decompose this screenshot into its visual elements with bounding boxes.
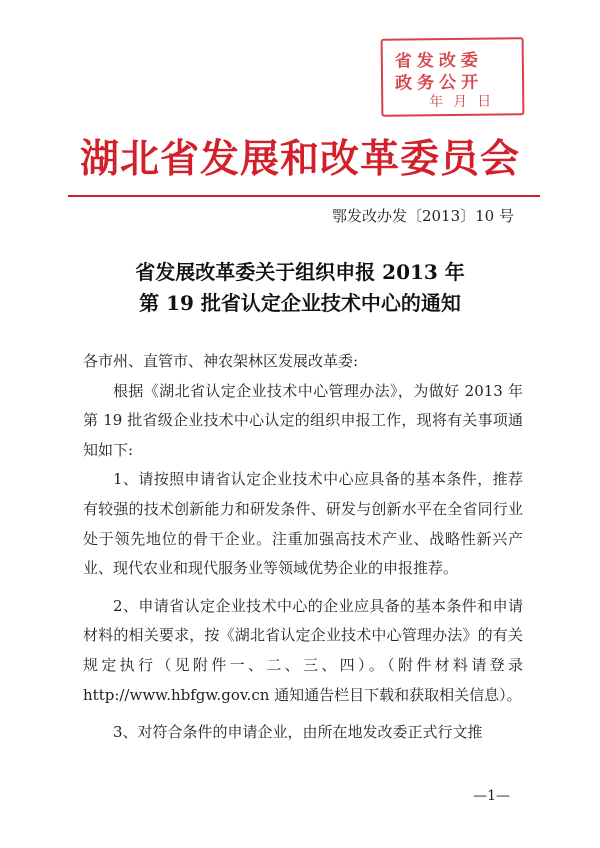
document-title-line-1: 省发展改革委关于组织申报 2013 年: [135, 260, 465, 284]
document-body: [83, 347, 523, 748]
stamp-line-1: 省发改委: [394, 50, 483, 72]
stamp-line-2: 政务公开: [394, 72, 484, 94]
item-1-paragraph: 1、请按照申请省认定企业技术中心应具备的基本条件，推荐有较强的技术创新能力和研发条件、研发与创新水平在全省同行业处于领先地位的骨干企业。注重加强高技术产业、战略性新兴产业、现代农业和现代服务业等领域优势企业的申报推荐。: [83, 470, 523, 578]
item-2-paragraph: 2、申请省认定企业技术中心的企业应具备的基本条件和申请材料的相关要求，按《湖北省认定企业技术中心管理办法》的有关规定执行（见附件一、二、三、四）。（附件材料请登录 http://www.hbfgw.gov.cn 通知通告栏目下载和获取相关信息）。: [83, 596, 523, 704]
document-number: 鄂发改办发〔2013〕10 号: [331, 207, 514, 225]
organization-title: 湖北省发展和改革委员会: [79, 136, 520, 182]
official-stamp: [381, 37, 525, 116]
item-3-paragraph: 3、对符合条件的申请企业，由所在地发改委正式行文推: [113, 723, 483, 742]
stamp-date-line: 年月日: [429, 93, 502, 111]
document-title-line-2: 第 19 批省认定企业技术中心的通知: [139, 291, 461, 315]
page-number: —1—: [473, 788, 510, 804]
salutation: 各市州、直管市、神农架林区发展改革委:: [83, 352, 359, 370]
header-divider: [68, 195, 540, 197]
intro-paragraph: 根据《湖北省认定企业技术中心管理办法》，为做好 2013 年第 19 批省级企业技术中心认定的组织申报工作，现将有关事项通知如下:: [83, 381, 523, 459]
